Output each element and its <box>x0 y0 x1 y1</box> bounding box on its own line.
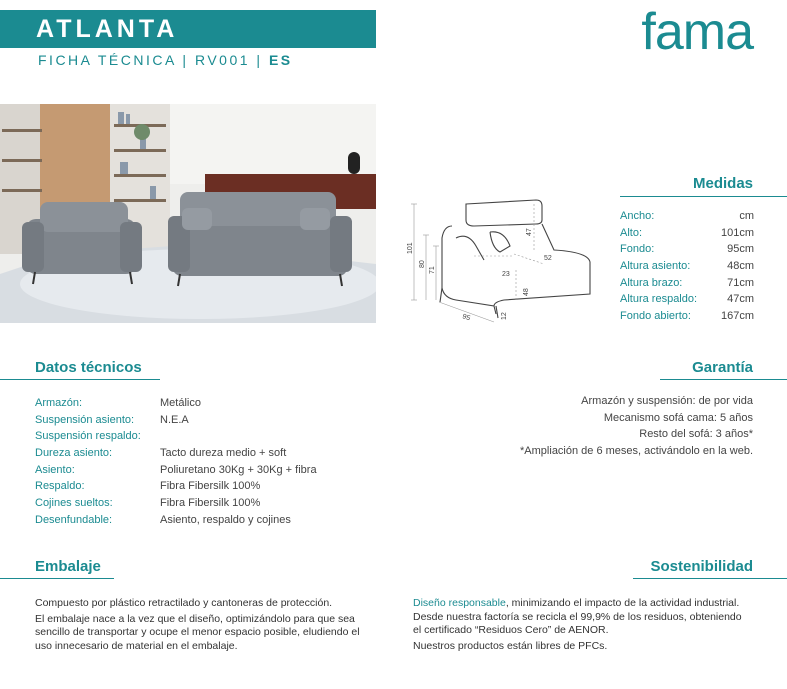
datos-title: Datos técnicos <box>35 359 142 376</box>
medidas-list <box>620 208 754 325</box>
datos-row <box>35 412 365 429</box>
dim-48: 48 <box>523 288 530 296</box>
subtitle-ref: FICHA TÉCNICA | RV001 | <box>38 52 269 68</box>
embalaje-p1: Compuesto por plástico retractilado y cantoneras de protección. <box>35 597 333 609</box>
medidas-key: Ancho: <box>620 210 655 222</box>
medidas-key: Fondo abierto: <box>620 310 691 323</box>
datos-value: N.E.A <box>160 413 189 426</box>
datos-row <box>35 445 365 462</box>
medidas-key: Altura brazo: <box>620 276 683 289</box>
medidas-row <box>620 308 754 325</box>
datos-row <box>35 512 365 529</box>
datos-value: Metálico <box>160 397 201 409</box>
dim-47: 47 <box>526 228 533 236</box>
datos-key: Dureza asiento: <box>35 447 113 460</box>
medidas-row <box>620 291 754 308</box>
sostenibilidad-title: Sostenibilidad <box>650 558 753 575</box>
medidas-row <box>620 208 754 225</box>
title-bar <box>0 10 376 48</box>
embalaje-p2: El embalaje nace a la vez que el diseño, optimizándolo para que sea sencillo de transportar y ocupe el menor espacio posible, eludiendo el uso innecesario de material en el embalaje. <box>35 612 360 652</box>
sofa-room-illustration <box>0 104 376 323</box>
sostenibilidad-p1 <box>413 597 748 638</box>
datos-key: Suspensión respaldo: <box>35 430 141 443</box>
datos-divider <box>0 379 160 380</box>
medidas-value: 167cm <box>720 310 754 323</box>
dim-101: 101 <box>407 242 414 254</box>
medidas-value: 95cm <box>727 243 754 256</box>
medidas-divider <box>620 196 787 197</box>
dim-52: 52 <box>544 255 552 262</box>
medidas-value: 48cm <box>727 260 754 273</box>
datos-value: Asiento, respaldo y cojines <box>160 513 291 526</box>
datos-row <box>35 495 365 512</box>
datos-row <box>35 478 365 495</box>
embalaje-divider <box>0 578 114 579</box>
datos-list <box>35 395 365 529</box>
medidas-value: cm <box>739 210 754 222</box>
embalaje-text <box>35 597 375 653</box>
medidas-row <box>620 275 754 292</box>
datos-row <box>35 395 365 412</box>
garantia-title: Garantía <box>692 359 753 376</box>
sostenibilidad-text <box>413 597 748 653</box>
sostenibilidad-highlight: Diseño responsable <box>413 597 506 609</box>
subtitle-lang: ES <box>268 52 293 68</box>
product-photo <box>0 104 376 323</box>
dim-12: 12 <box>501 312 508 320</box>
medidas-value: 71cm <box>727 276 754 289</box>
datos-value: Poliuretano 30Kg + 30Kg + fibra <box>160 463 317 476</box>
sostenibilidad-p2: Nuestros productos están libres de PFCs. <box>413 639 608 652</box>
garantia-line: Armazón y suspensión: de por vida <box>581 395 753 407</box>
medidas-key: Altura respaldo: <box>620 293 698 306</box>
sostenibilidad-divider <box>633 578 787 579</box>
datos-key: Suspensión asiento: <box>35 413 135 426</box>
medidas-row <box>620 225 754 242</box>
document-subtitle <box>38 52 293 68</box>
datos-value: Fibra Fibersilk 100% <box>160 480 261 493</box>
datos-row <box>35 428 365 445</box>
datos-value: Fibra Fibersilk 100% <box>160 497 261 510</box>
medidas-key: Alto: <box>620 226 643 239</box>
medidas-row <box>620 258 754 275</box>
sostenibilidad-p1-rest: , minimizando el impacto de la actividad industrial. Desde nuestra factoría se recicla el 99,9% de los residuos, obteniendo el certificado “Residuos Cero” de AENOR. <box>413 597 742 636</box>
datos-key: Desenfundable: <box>35 513 113 526</box>
medidas-title: Medidas <box>692 175 753 192</box>
dim-71: 71 <box>429 266 436 274</box>
garantia-divider <box>660 379 787 380</box>
medidas-key: Altura asiento: <box>620 260 691 273</box>
garantia-line: Mecanismo sofá cama: 5 años <box>603 411 753 424</box>
datos-key: Asiento: <box>35 463 75 476</box>
datos-value: Tacto dureza medio + soft <box>160 447 287 460</box>
dim-23: 23 <box>502 271 510 278</box>
brand-logo: fama <box>641 3 753 61</box>
dimension-diagram <box>404 190 604 330</box>
garantia-line: *Ampliación de 6 meses, activándolo en la web. <box>520 445 753 458</box>
datos-key: Cojines sueltos: <box>35 497 113 510</box>
datos-row <box>35 462 365 479</box>
product-title: ATLANTA <box>36 15 179 43</box>
medidas-value: 101cm <box>720 226 754 239</box>
medidas-key: Fondo: <box>620 243 655 256</box>
datos-key: Respaldo: <box>35 480 85 493</box>
dim-95: 95 <box>461 313 471 323</box>
garantia-list <box>433 393 753 460</box>
embalaje-title: Embalaje <box>35 558 101 575</box>
datos-key: Armazón: <box>35 397 83 409</box>
garantia-line: Resto del sofá: 3 años* <box>639 428 753 441</box>
dim-80: 80 <box>419 260 426 268</box>
medidas-row <box>620 241 754 258</box>
medidas-value: 47cm <box>727 293 754 306</box>
